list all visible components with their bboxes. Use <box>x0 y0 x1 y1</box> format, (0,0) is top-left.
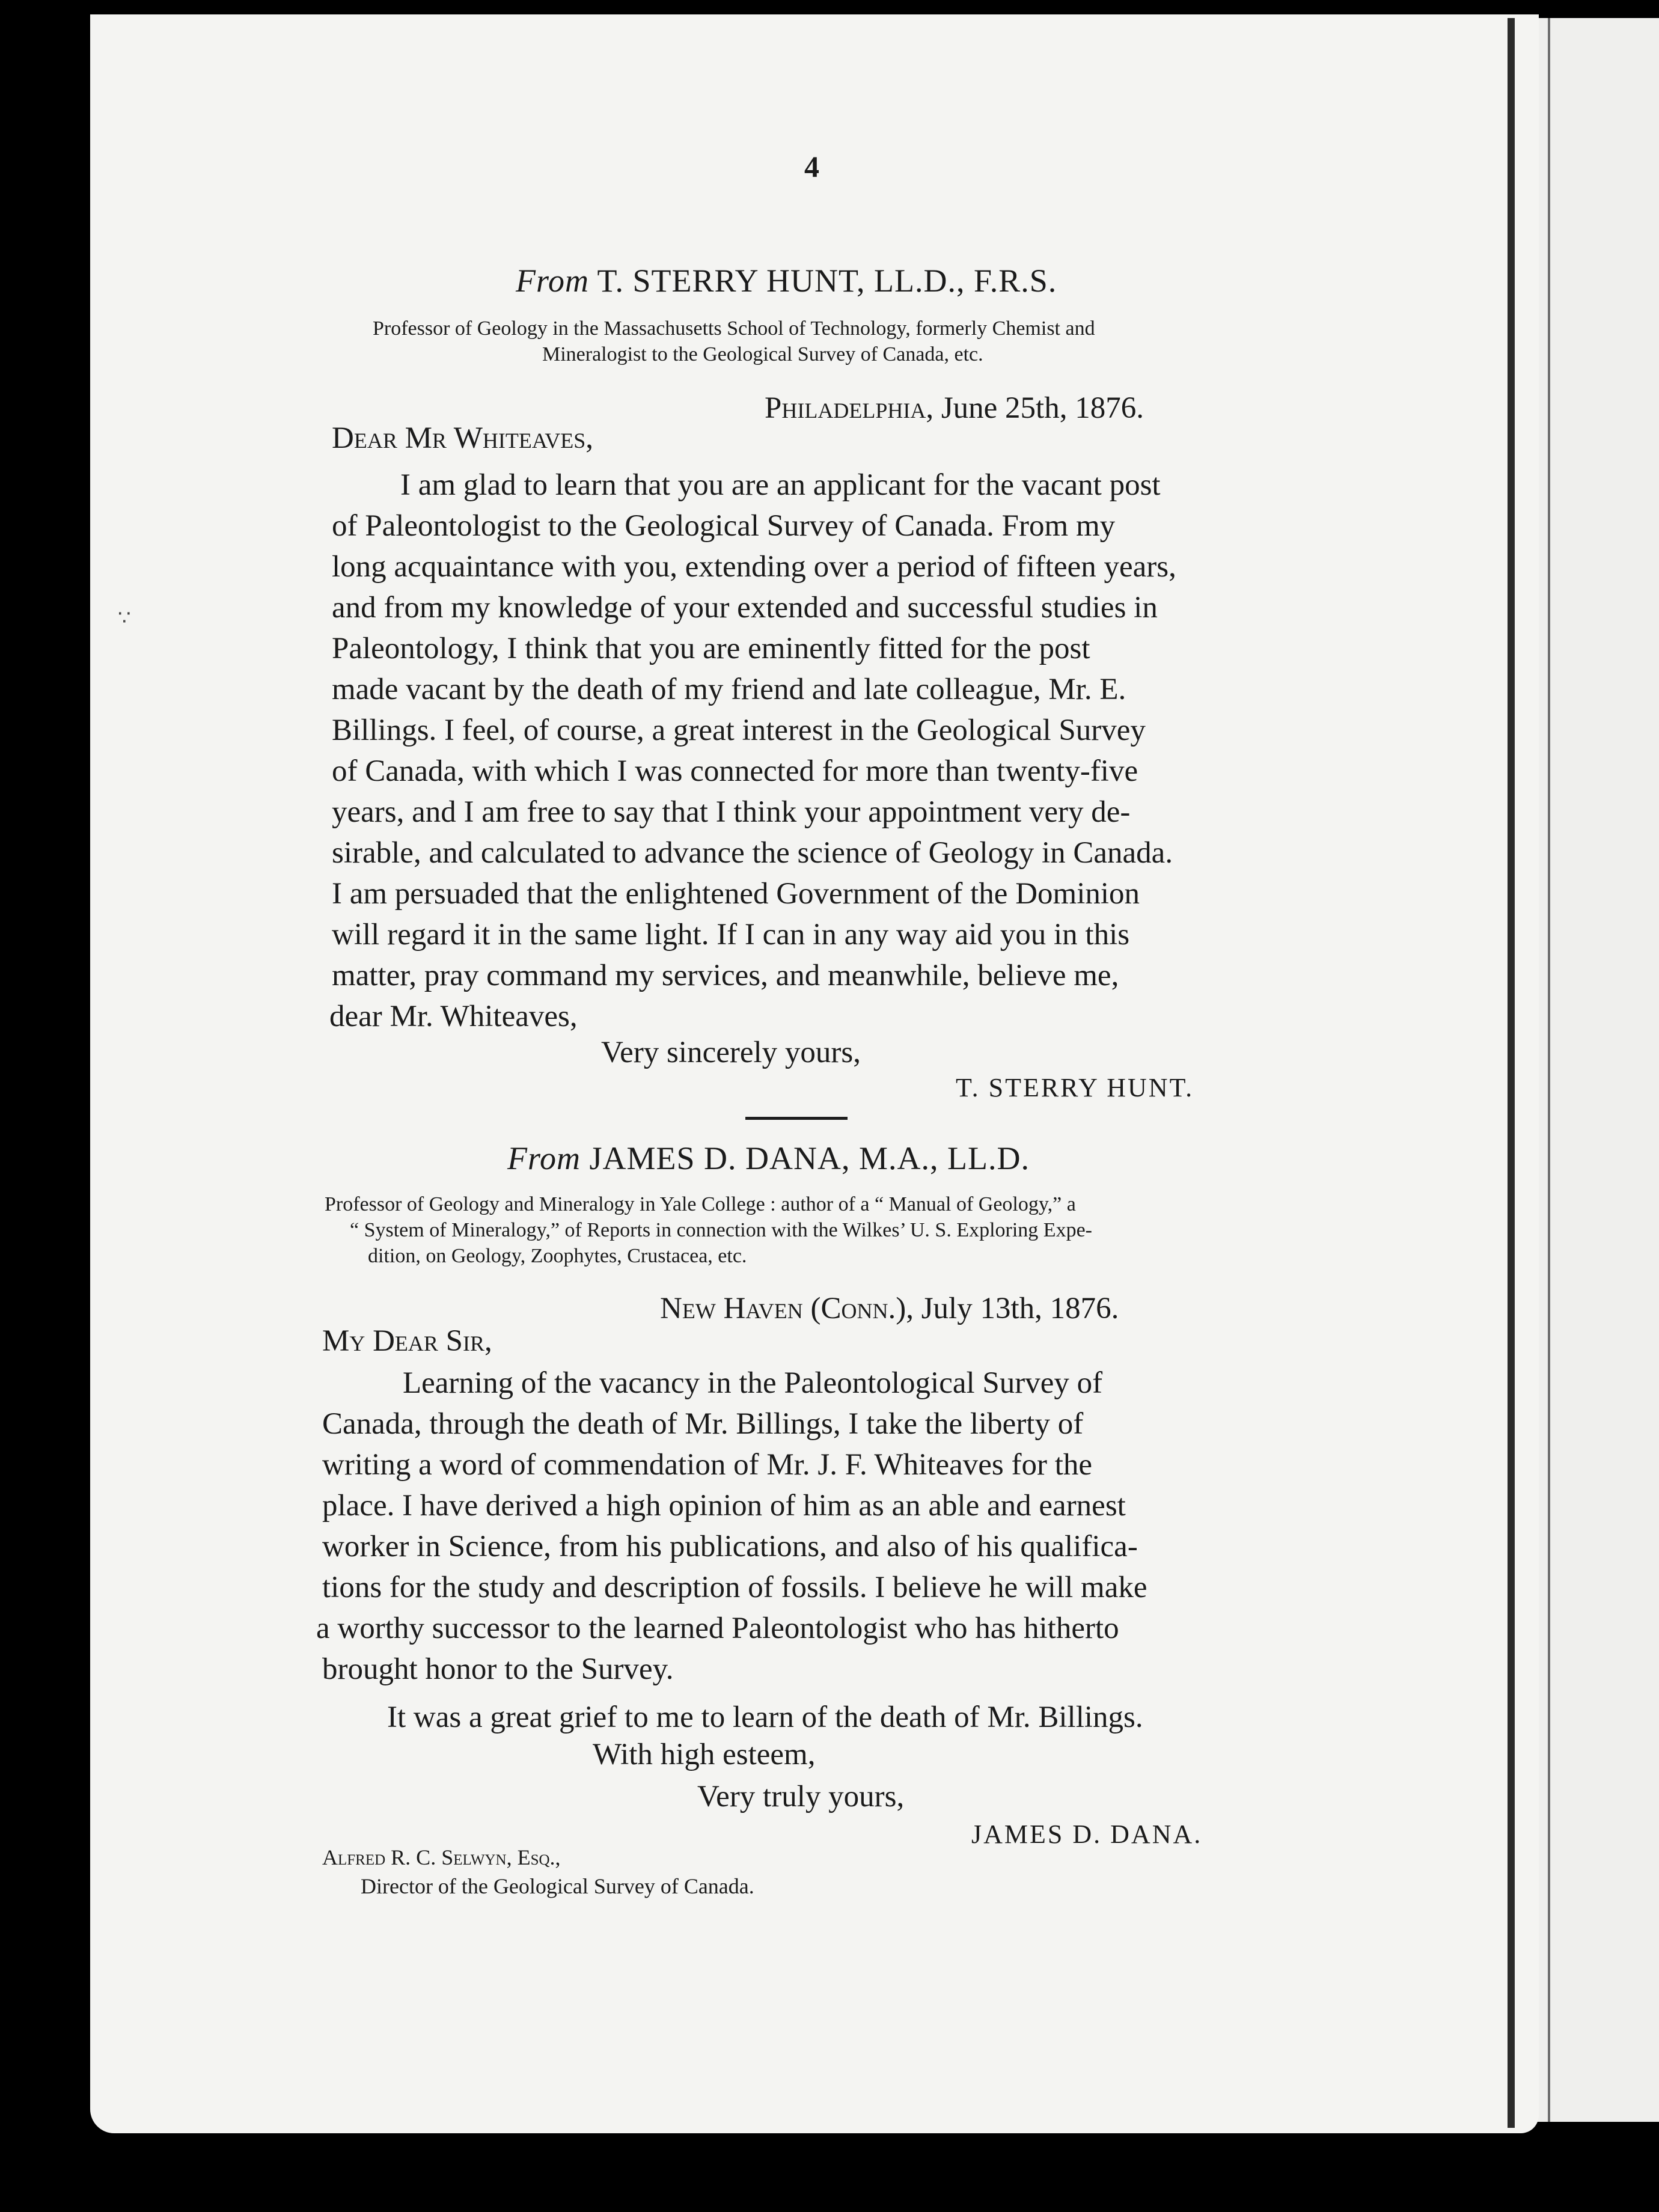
dateline <box>765 393 1144 424</box>
closing: Very sincerely yours, <box>601 1036 861 1069</box>
page-number: 4 <box>804 150 819 183</box>
body-line: I am glad to learn that you are an applicant for the vacant post <box>400 468 1161 502</box>
body-line: Billings. I feel, of course, a great interest in the Geological Survey <box>332 713 1146 747</box>
author-credentials-line: dition, on Geology, Zoophytes, Crustacea, etc. <box>368 1245 747 1267</box>
body-line: Canada, through the death of Mr. Billings, I take the liberty of <box>322 1407 1084 1441</box>
margin-mark: ∴ <box>118 605 131 628</box>
body-line: a worthy successor to the learned Paleontologist who has hitherto <box>316 1612 1119 1645</box>
body-line: I am persuaded that the enlightened Government of the Dominion <box>332 877 1140 911</box>
body-line: made vacant by the death of my friend and late colleague, Mr. E. <box>332 673 1126 706</box>
body-line: place. I have derived a high opinion of him as an able and earnest <box>322 1489 1126 1523</box>
signature: JAMES D. DANA. <box>971 1819 1203 1849</box>
letter-heading <box>507 1142 1030 1175</box>
body-line: sirable, and calculated to advance the science of Geology in Canada. <box>332 836 1173 870</box>
author-credentials-line: “ System of Mineralogy,” of Reports in connection with the Wilkes’ U. S. Exploring Expe- <box>350 1219 1092 1241</box>
salutation: Dear Mr Whiteaves, <box>332 421 593 455</box>
dateline-place: Philadelphia, <box>765 391 934 425</box>
author-name: T. STERRY HUNT, LL.D., F.R.S. <box>597 263 1057 299</box>
letter-heading <box>516 264 1057 297</box>
author-name: JAMES D. DANA, M.A., LL.D. <box>589 1140 1030 1176</box>
addressee-title: Director of the Geological Survey of Canada. <box>361 1874 754 1898</box>
closing: Very truly yours, <box>697 1780 905 1813</box>
body-line: and from my knowledge of your extended and successful studies in <box>332 591 1158 625</box>
body-line: dear Mr. Whiteaves, <box>329 1000 578 1033</box>
postscript: It was a great grief to me to learn of the death of Mr. Billings. <box>387 1700 1143 1734</box>
addressee-name: Alfred R. C. Selwyn, Esq., <box>322 1845 561 1869</box>
body-line: years, and I am free to say that I think your appointment very de- <box>332 795 1131 829</box>
author-credentials-line: Professor of Geology and Mineralogy in Yale College : author of a “ Manual of Geology,” a <box>325 1193 1076 1215</box>
body-line: brought honor to the Survey. <box>322 1652 674 1686</box>
body-line: tions for the study and description of fossils. I believe he will make <box>322 1571 1147 1604</box>
closing: With high esteem, <box>593 1738 816 1771</box>
signature: T. STERRY HUNT. <box>956 1073 1194 1102</box>
body-line: long acquaintance with you, extending over a period of fifteen years, <box>332 550 1176 584</box>
body-line: writing a word of commendation of Mr. J. F. Whiteaves for the <box>322 1448 1093 1482</box>
body-line: matter, pray command my services, and meanwhile, believe me, <box>332 959 1119 992</box>
dateline-date: June 25th, 1876. <box>941 391 1144 425</box>
body-line: worker in Science, from his publications, and also of his qualifica- <box>322 1530 1138 1563</box>
from-word: From <box>507 1140 581 1176</box>
body-line: Paleontology, I think that you are eminently fitted for the post <box>332 632 1090 665</box>
from-word: From <box>516 263 589 299</box>
salutation: My Dear Sir, <box>322 1324 492 1358</box>
author-credentials-line: Mineralogist to the Geological Survey of Canada, etc. <box>542 343 983 365</box>
body-line: Learning of the vacancy in the Paleontological Survey of <box>403 1366 1103 1400</box>
dateline-place: New Haven (Conn.), <box>660 1292 914 1325</box>
dateline <box>660 1294 1119 1324</box>
dateline-date: July 13th, 1876. <box>921 1292 1119 1325</box>
section-divider <box>745 1117 848 1120</box>
body-line: will regard it in the same light. If I can in any way aid you in this <box>332 918 1130 952</box>
author-credentials-line: Professor of Geology in the Massachusetts School of Technology, formerly Chemist and <box>373 317 1095 340</box>
body-line: of Canada, with which I was connected for more than twenty-five <box>332 754 1138 788</box>
body-line: of Paleontologist to the Geological Survey of Canada. From my <box>332 509 1116 543</box>
